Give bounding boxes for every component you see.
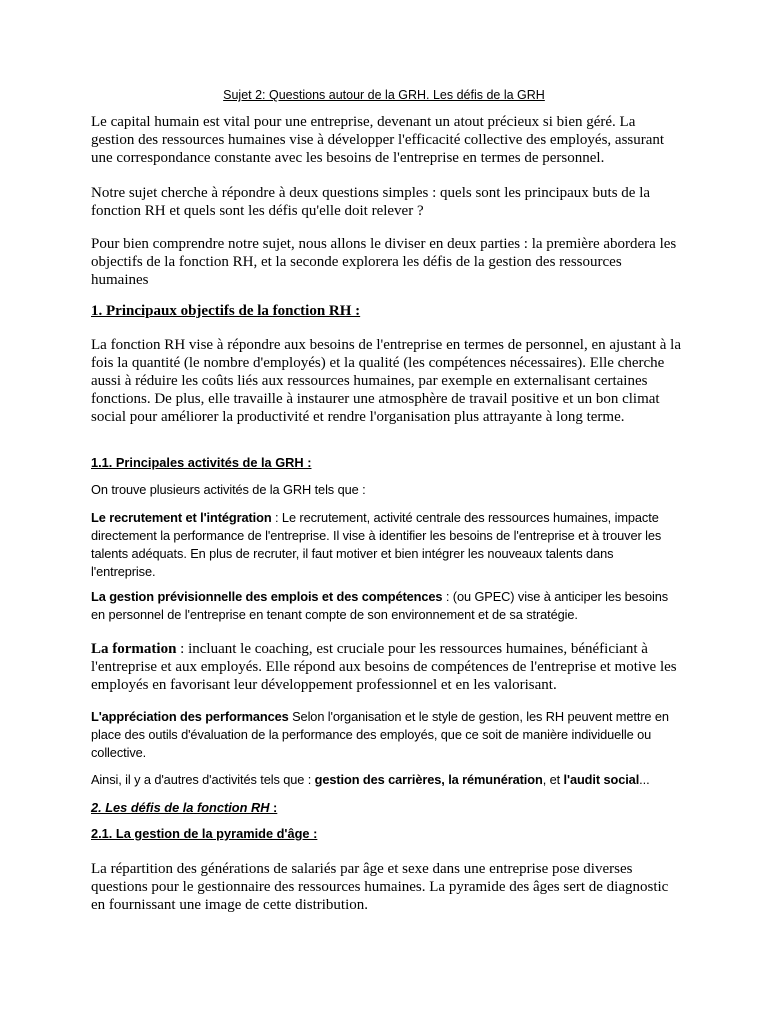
other-activities-bold-2: l'audit social bbox=[563, 772, 640, 787]
other-activities-sep: , et bbox=[542, 772, 564, 787]
activity-formation-term: La formation bbox=[91, 641, 177, 657]
activity-gpec-term: La gestion prévisionnelle des emplois et des compétences bbox=[91, 589, 443, 604]
section-2-heading-colon: : bbox=[273, 800, 278, 815]
activity-formation bbox=[91, 640, 681, 694]
intro-paragraph-2: Notre sujet cherche à répondre à deux questions simples : quels sont les principaux buts de la fonction RH et quels sont les défis qu'elle doit relever ? bbox=[91, 185, 651, 219]
document-title: Sujet 2: Questions autour de la GRH. Les défis de la GRH bbox=[223, 88, 545, 102]
other-activities-ellipsis: ... bbox=[639, 772, 650, 787]
activity-appreciation bbox=[91, 708, 681, 762]
activities-lead: On trouve plusieurs activités de la GRH tels que : bbox=[91, 482, 366, 497]
section-1-paragraph: La fonction RH vise à répondre aux besoins de l'entreprise en termes de personnel, en ajustant à la fois la quantité (le nombre d'employés) et la qualité (les compétences nécessaires). Elle cherche aussi à réduire les coûts liés aux ressources humaines, par exemple en externalisant certaines fonctions. De plus, elle travaille à instaurer une atmosphère de travail positive et un bon climat social pour améliorer la productivité et rendre l'organisation plus attrayante à long terme. bbox=[91, 337, 682, 425]
section-2-1-heading: 2.1. La gestion de la pyramide d'âge : bbox=[91, 826, 318, 841]
section-2-1-paragraph: La répartition des générations de salariés par âge et sexe dans une entreprise pose diverses questions pour le gestionnaire des ressources humaines. La pyramide des âges sert de diagnostic en fournissant une image de cette distribution. bbox=[91, 861, 669, 913]
other-activities bbox=[91, 771, 681, 789]
section-1-1-heading: 1.1. Principales activités de la GRH : bbox=[91, 455, 312, 470]
section-1-heading: 1. Principaux objectifs de la fonction RH : bbox=[91, 303, 361, 319]
activity-formation-text: : incluant le coaching, est cruciale pour les ressources humaines, bénéficiant à l'entreprise et aux employés. Elle répond aux besoins de compétences de l'entreprise et motive les employés en favorisant leur développement professionnel et en les valorisant. bbox=[91, 641, 677, 693]
section-2-heading bbox=[91, 799, 681, 817]
section-2-heading-text: 2. Les défis de la fonction RH bbox=[91, 800, 274, 815]
activity-gpec bbox=[91, 588, 681, 624]
activity-recrutement bbox=[91, 509, 681, 581]
intro-paragraph-3: Pour bien comprendre notre sujet, nous allons le diviser en deux parties : la première abordera les objectifs de la fonction RH, et la seconde explorera les défis de la gestion des ressources humaines bbox=[91, 236, 677, 288]
other-activities-bold-1: gestion des carrières, la rémunération bbox=[314, 772, 543, 787]
other-activities-intro: Ainsi, il y a d'autres d'activités tels que : bbox=[91, 772, 315, 787]
activity-recrutement-text: : Le recrutement, activité centrale des ressources humaines, impacte directement la performance de l'entreprise. Il vise à identifier les besoins de l'entreprise et à trouver les talents adéquats. En plus de recruter, il faut motiver et bien intégrer les nouveaux talents dans l'entreprise. bbox=[91, 510, 662, 579]
activity-appreciation-term: L'appréciation des performances bbox=[91, 709, 289, 724]
activity-recrutement-term: Le recrutement et l'intégration bbox=[91, 510, 272, 525]
activity-appreciation-text: Selon l'organisation et le style de gestion, les RH peuvent mettre en place des outils d'évaluation de la performance des employés, que ce soit de manière individuelle ou collective. bbox=[91, 709, 669, 760]
activity-gpec-text: : (ou GPEC) vise à anticiper les besoins en personnel de l'entreprise en tenant compte de son environnement et de sa stratégie. bbox=[91, 589, 669, 622]
intro-paragraph-1: Le capital humain est vital pour une entreprise, devenant un atout précieux si bien géré. La gestion des ressources humaines vise à développer l'efficacité collective des employés, assurant une correspondance constante avec les besoins de l'entreprise en termes de personnel. bbox=[91, 114, 665, 166]
